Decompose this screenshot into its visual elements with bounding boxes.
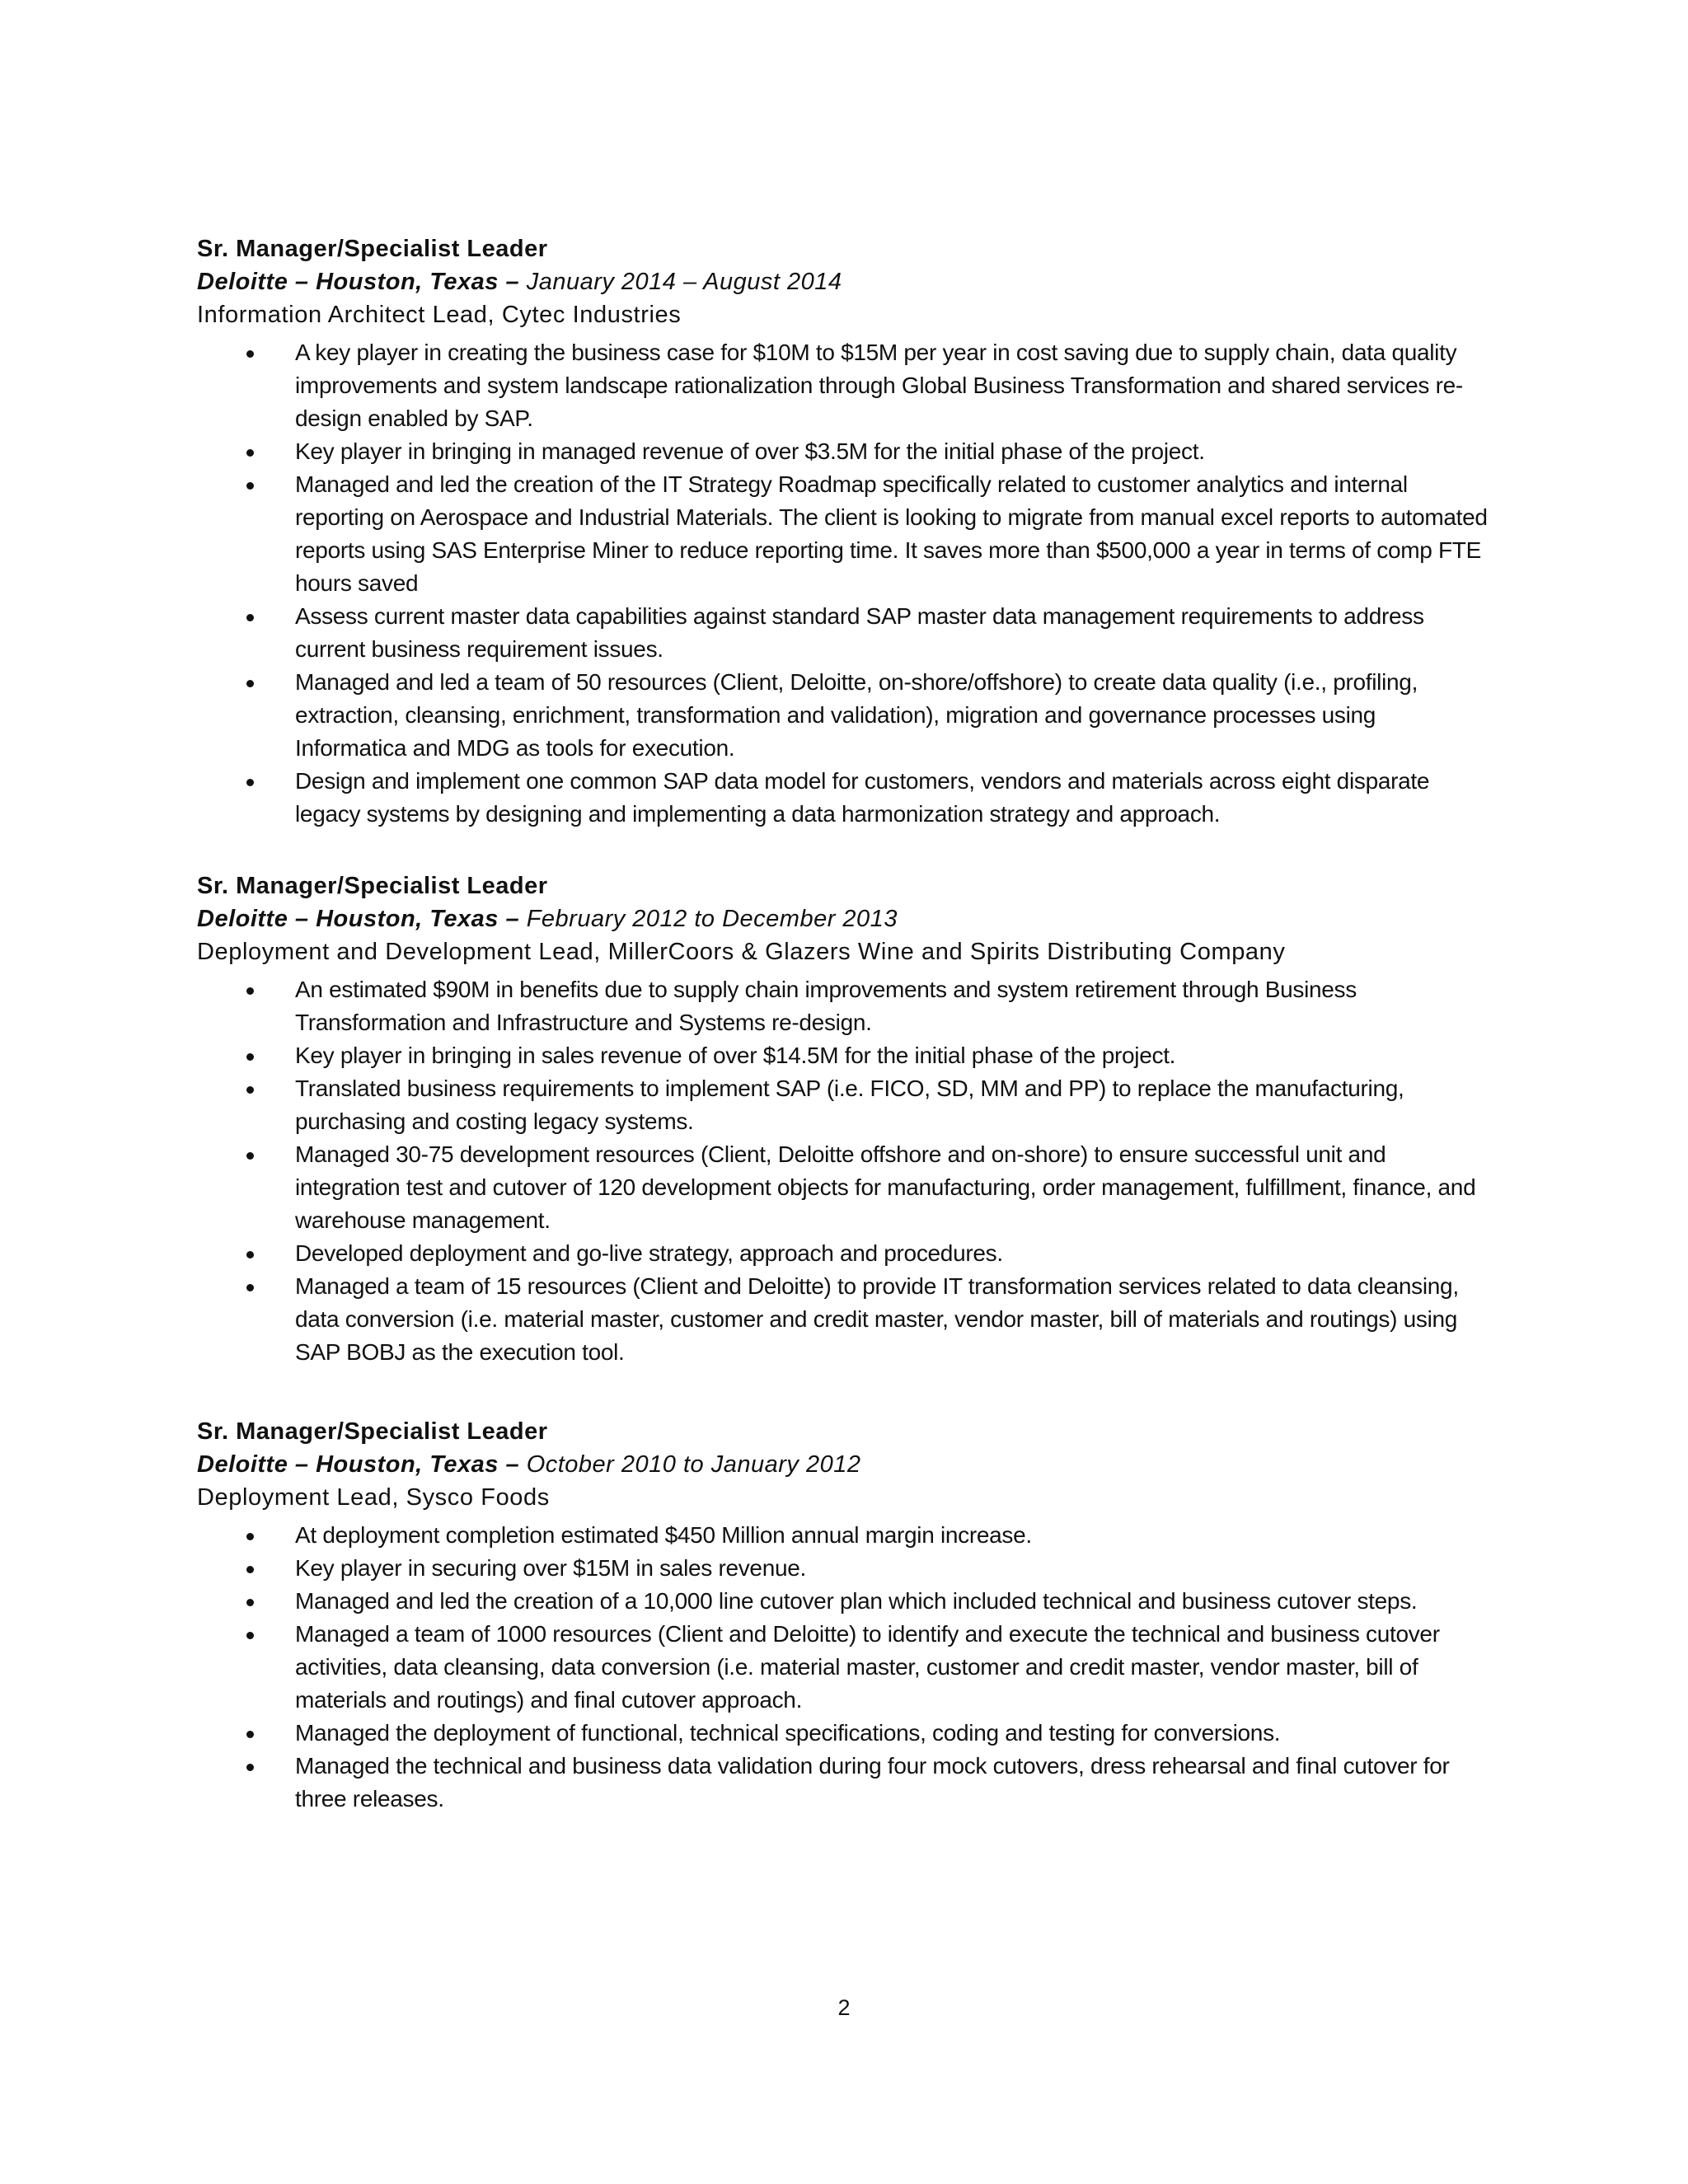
bullet-icon	[246, 1284, 254, 1291]
bullet-icon	[246, 1731, 254, 1738]
list-item-text: Key player in securing over $15M in sales revenue.	[295, 1555, 807, 1581]
list-item	[197, 468, 1491, 600]
list-item	[197, 1237, 1491, 1270]
list-item	[197, 600, 1491, 666]
accomplishment-list	[197, 973, 1491, 1369]
bullet-icon	[246, 987, 254, 995]
accomplishment-list	[197, 1519, 1491, 1816]
list-item-text: Translated business requirements to implement SAP (i.e. FICO, SD, MM and PP) to replace the manufacturing, purchasing and costing legacy systems.	[295, 1076, 1404, 1134]
bullet-icon	[246, 1053, 254, 1061]
list-item-text: Assess current master data capabilities against standard SAP master data management requirements to address current business requirement issues.	[295, 603, 1424, 662]
job-title: Sr. Manager/Specialist Leader	[197, 236, 548, 262]
list-item	[197, 336, 1491, 435]
accomplishment-list	[197, 336, 1491, 831]
bullet-icon	[246, 1152, 254, 1160]
job-title: Sr. Manager/Specialist Leader	[197, 1418, 548, 1445]
job-entry-cytec	[197, 232, 1491, 831]
bullet-icon	[246, 1632, 254, 1639]
list-item-text: Design and implement one common SAP data model for customers, vendors and materials across eight disparate legacy systems by designing and implementing a data harmonization strategy and approach.	[295, 768, 1430, 827]
job-title: Sr. Manager/Specialist Leader	[197, 873, 548, 899]
job-role: Deployment Lead, Sysco Foods	[197, 1484, 550, 1511]
job-dates: October 2010 to January 2012	[526, 1451, 861, 1478]
list-item	[197, 1270, 1491, 1369]
list-item-text: At deployment completion estimated $450 Million annual margin increase.	[295, 1522, 1032, 1548]
bullet-icon	[246, 482, 254, 490]
list-item	[197, 973, 1491, 1039]
bullet-icon	[246, 350, 254, 358]
bullet-icon	[246, 1764, 254, 1771]
list-item	[197, 435, 1491, 468]
list-item-text: Managed and led a team of 50 resources (Client, Deloitte, on-shore/offshore) to create data quality (i.e., profiling, extraction, cleansing, enrichment, transformation and validation), migration and governance processes using Informatica and MDG as tools for execution.	[295, 669, 1418, 761]
list-item-text: Managed and led the creation of the IT Strategy Roadmap specifically related to customer analytics and internal reporting on Aerospace and Industrial Materials. The client is looking to migrate from manual excel reports to automated reports using SAS Enterprise Miner to reduce reporting time. It saves more than $500,000 a year in terms of comp FTE hours saved	[295, 471, 1488, 596]
list-item	[197, 1552, 1491, 1585]
bullet-icon	[246, 1599, 254, 1606]
bullet-icon	[246, 1533, 254, 1540]
job-role: Information Architect Lead, Cytec Industries	[197, 302, 682, 328]
job-entry-sysco	[197, 1415, 1491, 1816]
list-item-text: Key player in bringing in sales revenue of over $14.5M for the initial phase of the project.	[295, 1043, 1176, 1068]
bullet-icon	[246, 779, 254, 786]
employer-name: Deloitte – Houston, Texas –	[197, 1451, 520, 1478]
list-item	[197, 1585, 1491, 1618]
list-item-text: Managed the deployment of functional, technical specifications, coding and testing for conversions.	[295, 1720, 1281, 1746]
page-number: 2	[837, 1995, 851, 2020]
job-dates: February 2012 to December 2013	[526, 906, 898, 932]
bullet-icon	[246, 680, 254, 687]
job-entry-millercoors	[197, 869, 1491, 1369]
job-role: Deployment and Development Lead, MillerCoors & Glazers Wine and Spirits Distributing Company	[197, 939, 1286, 965]
list-item-text: Managed the technical and business data validation during four mock cutovers, dress rehearsal and final cutover for three releases.	[295, 1753, 1450, 1811]
job-dates: January 2014 – August 2014	[526, 269, 842, 295]
list-item-text: Managed a team of 15 resources (Client and Deloitte) to provide IT transformation services related to data cleansing, data conversion (i.e. material master, customer and credit master, vendor master, bill of materials and routings) using SAP BOBJ as the execution tool.	[295, 1273, 1459, 1365]
list-item-text: An estimated $90M in benefits due to supply chain improvements and system retirement through Business Transformation and Infrastructure and Systems re-design.	[295, 977, 1357, 1035]
job-employer-line	[197, 902, 1491, 935]
employer-name: Deloitte – Houston, Texas –	[197, 269, 520, 295]
list-item	[197, 1039, 1491, 1072]
list-item	[197, 666, 1491, 765]
list-item	[197, 1618, 1491, 1717]
bullet-icon	[246, 449, 254, 457]
list-item	[197, 765, 1491, 831]
bullet-icon	[246, 1566, 254, 1573]
list-item	[197, 1138, 1491, 1237]
bullet-icon	[246, 614, 254, 621]
list-item	[197, 1519, 1491, 1552]
list-item	[197, 1072, 1491, 1138]
list-item	[197, 1750, 1491, 1816]
list-item-text: Key player in bringing in managed revenue of over $3.5M for the initial phase of the project.	[295, 438, 1205, 464]
bullet-icon	[246, 1086, 254, 1094]
list-item-text: Managed and led the creation of a 10,000 line cutover plan which included technical and business cutover steps.	[295, 1588, 1418, 1614]
employer-name: Deloitte – Houston, Texas –	[197, 906, 520, 932]
list-item-text: Developed deployment and go-live strategy, approach and procedures.	[295, 1240, 1003, 1266]
list-item-text: Managed 30-75 development resources (Client, Deloitte offshore and on-shore) to ensure successful unit and integration test and cutover of 120 development objects for manufacturing, order management, fulfillment, finance, and warehouse management.	[295, 1141, 1476, 1233]
job-employer-line	[197, 1448, 1491, 1481]
list-item-text: A key player in creating the business case for $10M to $15M per year in cost saving due to supply chain, data quality improvements and system landscape rationalization through Global Business Transformation and shared services re-design enabled by SAP.	[295, 340, 1463, 431]
list-item-text: Managed a team of 1000 resources (Client and Deloitte) to identify and execute the technical and business cutover activities, data cleansing, data conversion (i.e. material master, customer and credit master, vendor master, bill of materials and routings) and final cutover approach.	[295, 1621, 1440, 1713]
list-item	[197, 1717, 1491, 1750]
bullet-icon	[246, 1251, 254, 1258]
job-employer-line	[197, 265, 1491, 298]
